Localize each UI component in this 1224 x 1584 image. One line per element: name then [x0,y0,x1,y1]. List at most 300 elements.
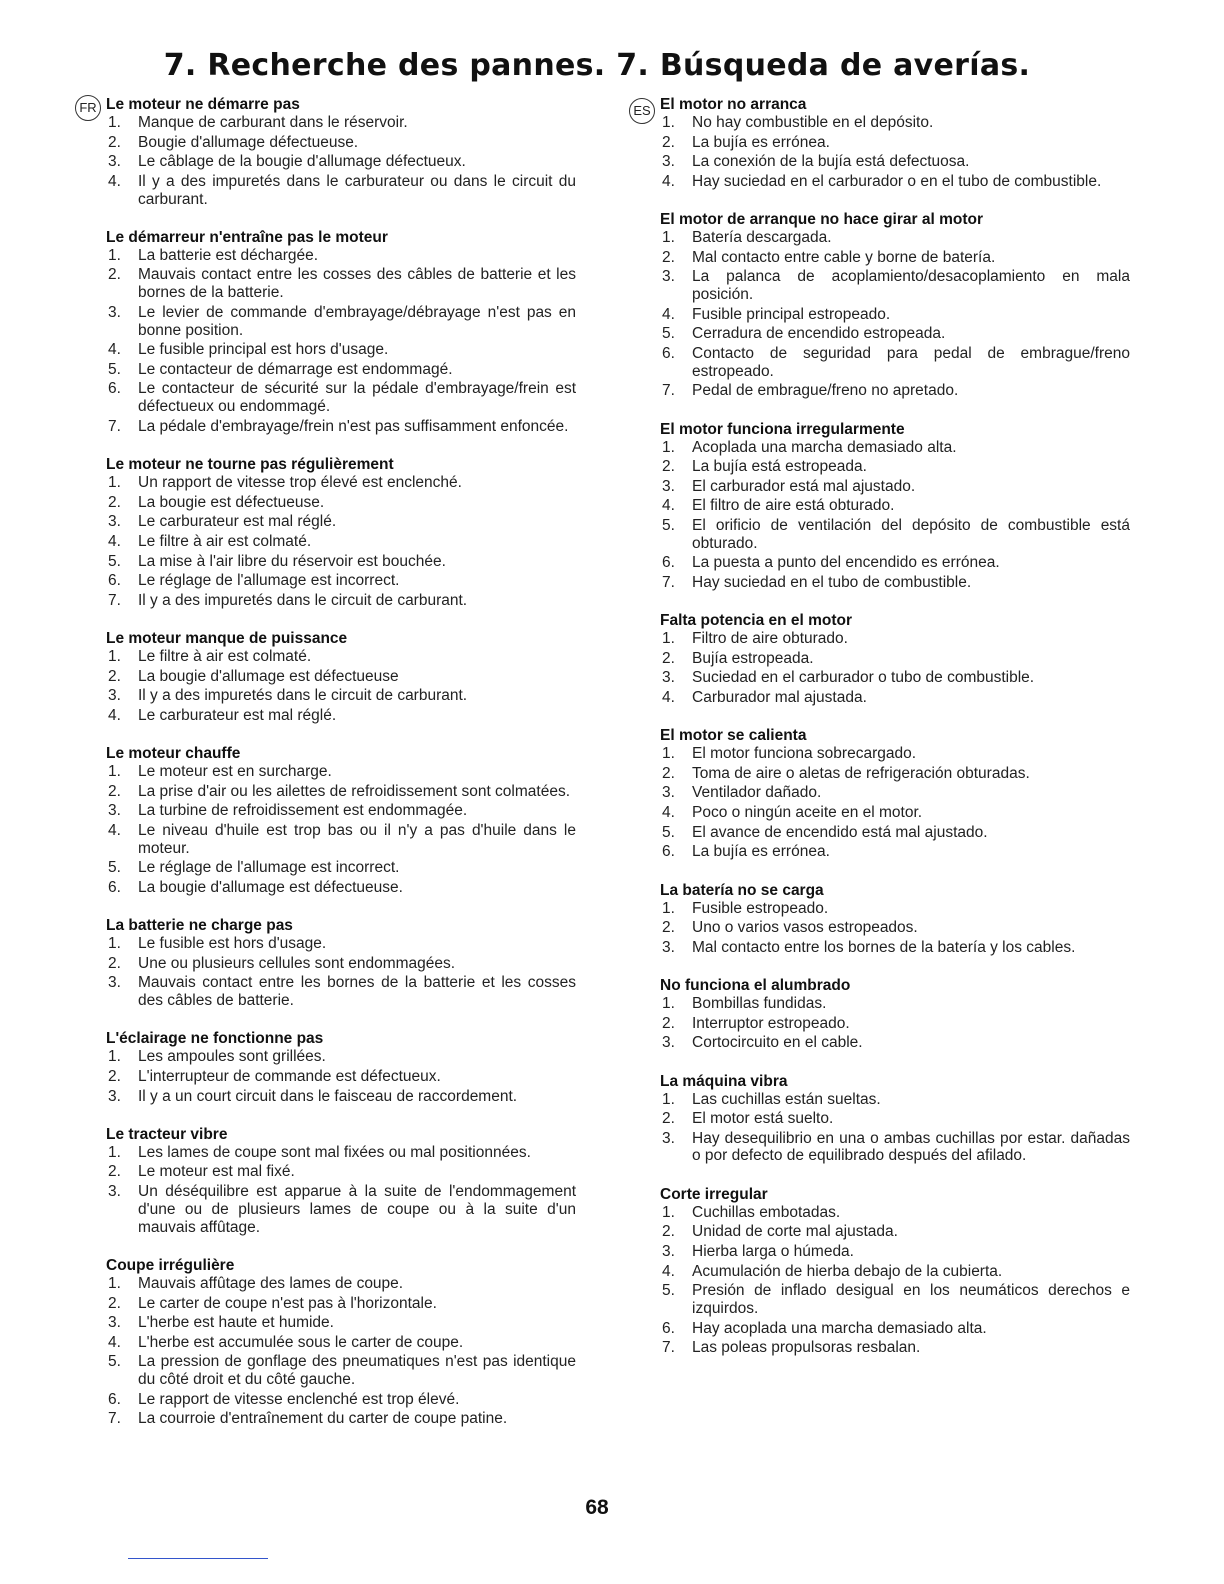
item-text: Les ampoules sont grillées. [138,1048,326,1066]
column-spanish [633,95,1130,1376]
cause-item [660,765,1130,783]
item-text: Il y a des impuretés dans le carburateur ou dans le circuit du carburant. [138,172,576,208]
item-number: 1. [108,1048,121,1066]
cause-item [660,325,1130,343]
cause-item [106,114,576,132]
cause-item [660,306,1130,324]
item-number: 5. [662,516,675,534]
item-text: Mauvais contact entre les bornes de la batterie et les cosses des câbles de batterie. [138,974,576,1010]
item-text: Manque de carburant dans le réservoir. [138,114,408,131]
item-number: 3. [108,1183,121,1201]
footer-divider [128,1558,268,1559]
item-number: 3. [108,802,121,820]
item-text: Le moteur est mal fixé. [138,1163,295,1181]
item-text: Le rapport de vitesse enclenché est trop élevé. [138,1390,460,1408]
item-text: La conexión de la bujía está defectuosa. [692,153,970,171]
item-number: 2. [108,954,121,972]
cause-list [660,630,1130,707]
column-french [79,95,576,1448]
item-text: Bujía estropeada. [692,649,814,667]
item-number: 3. [108,1087,121,1105]
item-text: La prise d'air ou les ailettes de refroidissement sont colmatées. [138,782,571,800]
cause-list [106,1144,576,1237]
troubleshooting-section [660,881,1130,957]
cause-item [660,919,1130,937]
item-number: 6. [662,843,675,861]
cause-list [660,745,1130,861]
cause-item [106,341,576,359]
item-text: Mauvais contact entre les cosses des câbles de batterie et les bornes de la batterie. [138,266,576,302]
item-text: Hay suciedad en el carburador o en el tubo de combustible. [692,172,1102,190]
item-text: Toma de aire o aletas de refrigeración obturadas. [692,764,1030,782]
cause-list [660,114,1130,191]
item-text: Un rapport de vitesse trop élevé est enclenché. [138,474,462,492]
cause-item [106,592,576,610]
item-text: La palanca de acoplamiento/desacoplamiento en mala posición. [692,268,1130,304]
item-number: 5. [108,360,121,378]
item-number: 4. [662,497,675,515]
item-number: 1. [662,438,675,456]
section-title: Le moteur ne démarre pas [106,96,300,113]
item-number: 3. [662,1034,675,1052]
cause-item [660,804,1130,822]
cause-item [660,1282,1130,1318]
item-number: 5. [662,823,675,841]
cause-item [106,648,576,666]
item-number: 3. [108,303,121,321]
cause-item [660,1223,1130,1241]
cause-item [660,745,1130,763]
item-text: Fusible estropeado. [692,899,829,917]
item-number: 1. [108,474,121,492]
cause-item [106,1353,576,1389]
cause-item [106,418,576,436]
item-number: 4. [108,821,121,839]
item-text: Le réglage de l'allumage est incorrect. [138,859,400,877]
section-title: Falta potencia en el motor [660,612,853,630]
item-text: Hay suciedad en el tubo de combustible. [692,573,972,591]
item-text: Le niveau d'huile est trop bas ou il n'y a pas d'huile dans le moteur. [138,821,576,857]
troubleshooting-section [660,95,1130,191]
item-number: 1. [108,763,121,781]
cause-item [660,1339,1130,1357]
item-number: 1. [662,229,675,247]
cause-item [106,707,576,725]
cause-item [106,802,576,820]
section-title: Le moteur manque de puissance [106,629,348,647]
item-number: 1. [108,1143,121,1161]
language-badge-fr: FR [75,95,101,121]
cause-item [106,494,576,512]
item-number: 4. [108,1333,121,1351]
troubleshooting-section [106,1256,576,1428]
item-text: Bombillas fundidas. [692,995,827,1013]
cause-list [660,439,1130,592]
item-number: 7. [662,1339,675,1357]
item-text: Le levier de commande d'embrayage/débrayage n'est pas en bonne position. [138,303,576,339]
troubleshooting-section [106,1125,576,1237]
cause-item [660,669,1130,687]
item-text: Acoplada una marcha demasiado alta. [692,438,957,456]
sections-spanish [660,95,1130,1357]
cause-list [106,935,576,1010]
item-number: 4. [662,804,675,822]
section-title: Corte irregular [660,1185,768,1203]
item-number: 2. [662,1014,675,1032]
item-text: La bujía es errónea. [692,133,830,151]
item-text: La bougie est défectueuse. [138,493,325,511]
item-text: No hay combustible en el depósito. [692,114,934,131]
cause-item [106,763,576,781]
cause-item [106,1183,576,1236]
cause-item [106,553,576,571]
cause-item [660,689,1130,707]
item-number: 3. [108,687,121,705]
cause-item [106,974,576,1010]
item-number: 2. [662,1110,675,1128]
cause-item [660,382,1130,400]
item-number: 1. [108,935,121,953]
troubleshooting-section [660,611,1130,707]
item-text: La pédale d'embrayage/frein n'est pas suffisamment enfoncée. [138,417,569,435]
item-number: 4. [108,172,121,190]
item-number: 6. [108,380,121,398]
troubleshooting-section [106,455,576,609]
troubleshooting-section [660,976,1130,1052]
item-number: 5. [662,325,675,343]
item-number: 4. [662,688,675,706]
cause-item [106,1391,576,1409]
cause-list [106,648,576,725]
cause-item [660,650,1130,668]
item-text: La pression de gonflage des pneumatiques n'est pas identique du côté droit et du côté gauche. [138,1353,576,1389]
item-number: 2. [108,1163,121,1181]
item-number: 5. [662,1282,675,1300]
cause-item [106,361,576,379]
cause-item [660,900,1130,918]
item-text: Le fusible est hors d'usage. [138,935,327,953]
item-number: 3. [662,477,675,495]
item-number: 2. [662,248,675,266]
item-text: Acumulación de hierba debajo de la cubierta. [692,1262,1003,1280]
item-text: La bougie d'allumage est défectueuse. [138,878,403,896]
item-number: 1. [108,1274,121,1292]
item-number: 2. [108,667,121,685]
cause-item [660,843,1130,861]
item-number: 3. [662,1242,675,1260]
cause-item [106,266,576,302]
item-text: Mauvais affûtage des lames de coupe. [138,1274,404,1292]
cause-item [106,668,576,686]
item-text: Les lames de coupe sont mal fixées ou mal positionnées. [138,1143,531,1161]
troubleshooting-section [106,228,576,436]
section-title: El motor no arranca [660,96,807,113]
item-number: 6. [662,344,675,362]
item-text: La batterie est déchargée. [138,246,319,264]
cause-item [660,995,1130,1013]
cause-item [660,1263,1130,1281]
item-number: 6. [662,1319,675,1337]
item-number: 5. [108,552,121,570]
item-text: Il y a des impuretés dans le circuit de carburant. [138,687,468,705]
item-number: 3. [662,669,675,687]
cause-item [660,153,1130,171]
language-badge-es: ES [629,98,655,124]
item-text: Batería descargada. [692,229,832,247]
item-text: Le filtre à air est colmaté. [138,532,312,550]
section-title: Le démarreur n'entraîne pas le moteur [106,228,388,246]
cause-item [106,247,576,265]
item-number: 4. [662,305,675,323]
cause-item [106,935,576,953]
item-number: 1. [662,1203,675,1221]
cause-item [660,345,1130,381]
item-text: Une ou plusieurs cellules sont endommagées. [138,954,456,972]
item-number: 7. [662,382,675,400]
item-text: Bougie d'allumage défectueuse. [138,133,359,151]
section-title: Coupe irrégulière [106,1256,235,1274]
cause-list [660,1091,1130,1166]
item-text: L'herbe est accumulée sous le carter de coupe. [138,1333,464,1351]
cause-item [660,1015,1130,1033]
section-title: El motor se calienta [660,727,807,745]
troubleshooting-section [660,1185,1130,1357]
section-title: No funciona el alumbrado [660,977,851,995]
item-number: 1. [662,1090,675,1108]
cause-item [660,439,1130,457]
cause-item [660,630,1130,648]
item-number: 7. [108,591,121,609]
cause-item [660,517,1130,553]
item-text: Il y a des impuretés dans le circuit de carburant. [138,591,468,609]
item-text: La puesta a punto del encendido es errónea. [692,554,1000,572]
section-title: Le tracteur vibre [106,1125,228,1143]
cause-item [106,533,576,551]
item-text: La bujía es errónea. [692,843,830,861]
item-text: Ventilador dañado. [692,784,822,802]
item-text: Mal contacto entre los bornes de la batería y los cables. [692,938,1076,956]
item-text: Le réglage de l'allumage est incorrect. [138,572,400,590]
item-text: El avance de encendido está mal ajustado. [692,823,988,841]
item-number: 6. [662,554,675,572]
item-number: 3. [662,153,675,171]
cause-item [106,304,576,340]
item-text: Le contacteur de démarrage est endommagé. [138,360,453,378]
cause-item [660,1091,1130,1109]
item-text: L'herbe est haute et humide. [138,1314,334,1332]
troubleshooting-section [106,744,576,897]
cause-item [106,1163,576,1181]
item-text: Las cuchillas están sueltas. [692,1090,881,1108]
item-text: Cerradura de encendido estropeada. [692,325,946,343]
item-number: 4. [662,1262,675,1280]
cause-list [106,1048,576,1105]
cause-item [106,572,576,590]
item-text: Le carburateur est mal réglé. [138,706,337,724]
cause-item [106,1275,576,1293]
item-number: 4. [108,532,121,550]
item-number: 4. [662,172,675,190]
section-title: Le moteur chauffe [106,745,241,763]
item-text: Interruptor estropeado. [692,1014,850,1032]
sections-french [106,95,576,1428]
item-number: 3. [662,938,675,956]
troubleshooting-section [660,726,1130,861]
item-text: Unidad de corte mal ajustada. [692,1223,898,1241]
cause-list [106,1275,576,1428]
item-text: L'interrupteur de commande est défectueux. [138,1068,441,1085]
item-number: 1. [108,647,121,665]
item-number: 3. [108,513,121,531]
cause-item [106,1314,576,1332]
item-text: Il y a un court circuit dans le faisceau de raccordement. [138,1087,518,1105]
item-text: El filtro de aire está obturado. [692,497,895,515]
item-text: Le carter de coupe n'est pas à l'horizontale. [138,1294,437,1312]
item-number: 1. [662,995,675,1013]
section-title: L'éclairage ne fonctionne pas [106,1030,324,1048]
troubleshooting-section [660,1072,1130,1166]
item-text: El orificio de ventilación del depósito de combustible está obturado. [692,516,1130,552]
item-text: La courroie d'entraînement du carter de coupe patine. [138,1410,508,1428]
item-text: Presión de inflado desigual en los neumáticos derechos e izquirdos. [692,1282,1130,1317]
item-text: Le carburateur est mal réglé. [138,513,337,531]
item-number: 2. [108,266,121,284]
item-number: 7. [662,573,675,591]
cause-item [106,1144,576,1162]
troubleshooting-section [106,629,576,725]
cause-list [660,229,1130,400]
item-text: La bujía está estropeada. [692,458,867,476]
item-number: 2. [662,458,675,476]
item-text: Hierba larga o húmeda. [692,1242,854,1260]
cause-item [660,939,1130,957]
item-text: Suciedad en el carburador o tubo de combustible. [692,669,1035,687]
item-text: El motor funciona sobrecargado. [692,745,917,763]
cause-list [106,763,576,897]
cause-item [660,554,1130,572]
item-text: Las poleas propulsoras resbalan. [692,1339,921,1357]
item-text: La mise à l'air libre du réservoir est bouchée. [138,552,446,570]
cause-item [106,380,576,416]
page-number: 68 [585,1496,609,1519]
item-text: Poco o ningún aceite en el motor. [692,804,923,822]
item-number: 4. [108,706,121,724]
cause-item [660,478,1130,496]
cause-item [660,268,1130,304]
item-text: Hay desequilibrio en una o ambas cuchillas por estar. dañadas o por defecto de equilibrado después del afilado. [692,1129,1130,1165]
item-number: 2. [108,782,121,800]
item-number: 3. [108,1314,121,1332]
section-title: La batterie ne charge pas [106,917,293,935]
cause-item [106,173,576,209]
item-number: 3. [662,268,675,286]
cause-item [106,134,576,152]
item-number: 5. [108,859,121,877]
item-text: La bougie d'allumage est défectueuse [138,667,399,685]
cause-item [106,1410,576,1428]
item-text: Mal contacto entre cable y borne de batería. [692,248,996,266]
cause-item [660,574,1130,592]
cause-item [660,1204,1130,1222]
item-text: Carburador mal ajustada. [692,688,867,706]
cause-item [106,474,576,492]
cause-item [106,879,576,897]
cause-item [660,824,1130,842]
troubleshooting-section [106,95,576,208]
section-title: Le moteur ne tourne pas régulièrement [106,456,394,474]
troubleshooting-section [106,1029,576,1105]
cause-item [660,229,1130,247]
cause-item [660,1243,1130,1261]
item-number: 2. [108,493,121,511]
cause-item [660,1320,1130,1338]
item-number: 1. [662,745,675,763]
section-title: El motor de arranque no hace girar al motor [660,211,983,229]
item-number: 1. [662,114,675,131]
cause-item [660,249,1130,267]
item-number: 6. [108,572,121,590]
item-number: 2. [108,1294,121,1312]
item-number: 6. [108,1390,121,1408]
item-number: 3. [108,153,121,171]
item-text: Le moteur est en surcharge. [138,763,332,781]
item-number: 1. [662,899,675,917]
item-number: 2. [662,1223,675,1241]
cause-list [660,900,1130,957]
item-number: 7. [108,417,121,435]
item-text: El carburador está mal ajustado. [692,477,916,495]
item-number: 2. [662,649,675,667]
item-number: 6. [108,878,121,896]
item-number: 5. [108,1353,121,1371]
item-text: Contacto de seguridad para pedal de embrague/freno estropeado. [692,344,1130,380]
item-number: 1. [108,246,121,264]
cause-list [660,1204,1130,1357]
cause-item [106,513,576,531]
item-number: 2. [662,919,675,937]
cause-item [660,1130,1130,1166]
item-text: Uno o varios vasos estropeados. [692,919,918,937]
item-number: 3. [662,784,675,802]
troubleshooting-section [660,420,1130,592]
item-number: 3. [662,1129,675,1147]
cause-item [106,153,576,171]
item-number: 2. [662,764,675,782]
item-text: Cortocircuito en el cable. [692,1034,863,1052]
troubleshooting-section [660,210,1130,400]
cause-item [660,1110,1130,1128]
item-number: 4. [108,341,121,359]
item-text: Fusible principal estropeado. [692,305,891,323]
cause-item [660,784,1130,802]
item-text: La turbine de refroidissement est endommagée. [138,802,468,820]
item-text: Le fusible principal est hors d'usage. [138,341,389,359]
item-text: Cuchillas embotadas. [692,1203,841,1221]
item-number: 2. [108,133,121,151]
cause-item [660,1034,1130,1052]
cause-item [106,1088,576,1106]
cause-item [106,822,576,858]
section-title: El motor funciona irregularmente [660,420,905,438]
cause-item [106,1334,576,1352]
item-text: Un déséquilibre est apparue à la suite de l'endommagement d'une ou de plusieurs lames de coupe ou à la suite d'un mauvais affûtage. [138,1183,576,1236]
item-number: 2. [662,133,675,151]
cause-item [106,1295,576,1313]
cause-item [106,955,576,973]
section-title: La máquina vibra [660,1072,788,1090]
item-number: 1. [108,114,121,131]
item-number: 2. [108,1068,121,1085]
